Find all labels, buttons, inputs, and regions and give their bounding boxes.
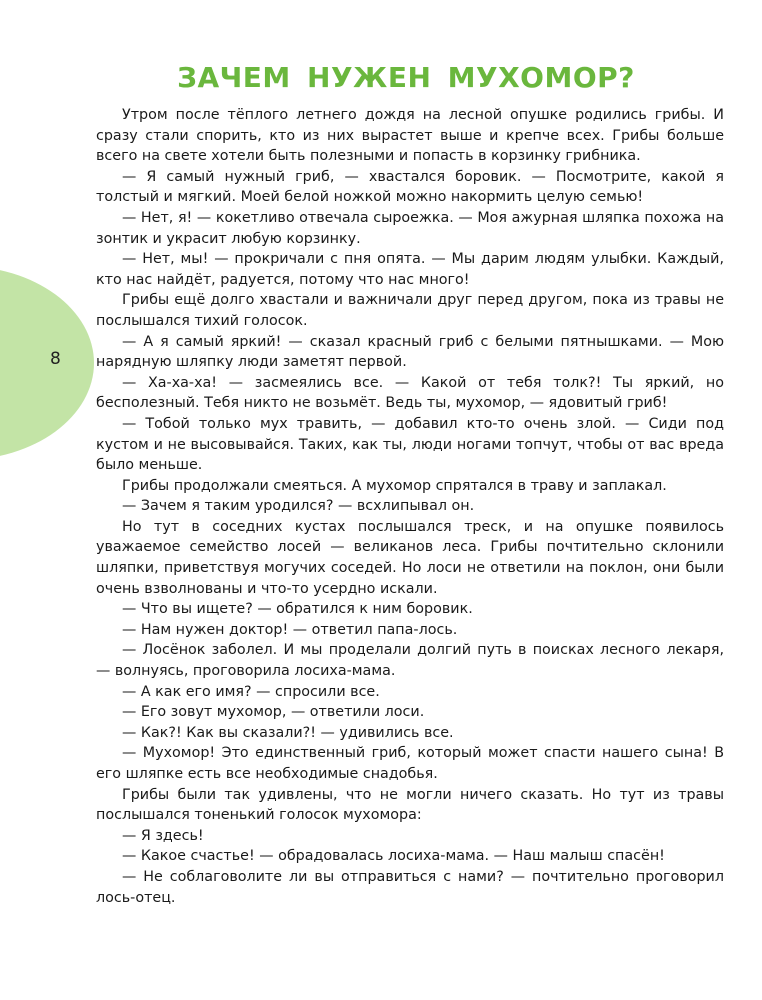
paragraph: — А как его имя? — спросили все.: [122, 683, 380, 700]
paragraph: — Как?! Как вы сказали?! — удивились все.: [122, 724, 454, 741]
paragraph: — Его зовут мухомор, — ответили лоси.: [122, 704, 425, 721]
paragraph: — Лосёнок заболел. И мы проделали долгий путь в поисках лесного лекаря, — волнуясь, проговорила лосиха-мама.: [96, 642, 724, 680]
page-title: ЗАЧЕМ НУЖЕН МУХОМОР?: [177, 61, 635, 94]
paragraph: — Не соблаговолите ли вы отправиться с нами? — почтительно проговорил лось-отец.: [96, 868, 724, 906]
paragraph: Но тут в соседних кустах послышался треск, и на опушке появилось уважаемое семейство лосей — великанов леса. Грибы почтительно склонили шляпки, приветствуя могучих соседей. Но лоси не ответили на поклон, они были очень взволнованы и что-то усердно искали.: [96, 518, 724, 597]
paragraph: — Нам нужен доктор! — ответил папа-лось.: [122, 621, 458, 638]
page-number: 8: [50, 349, 61, 369]
paragraph: — Зачем я таким уродился? — всхлипывал он.: [122, 498, 475, 515]
paragraph: Грибы продолжали смеяться. А мухомор спрятался в траву и заплакал.: [122, 477, 667, 494]
paragraph: — Нет, мы! — прокричали с пня опята. — Мы дарим людям улыбки. Каждый, кто нас найдёт, радуется, потому что нас много!: [96, 251, 724, 288]
paragraph: — Ха-ха-ха! — засмеялись все. — Какой от тебя толк?! Ты яркий, но бесполезный. Тебя никто не возьмёт. Ведь ты, мухомор, — ядовитый гриб!: [96, 374, 724, 412]
paragraph: — Тобой только мух травить, — добавил кто-то очень злой. — Сиди под кустом и не высовывайся. Таких, как ты, люди ногами топчут, чтобы от вас вреда было меньше.: [96, 415, 724, 474]
paragraph: Грибы ещё долго хвастали и важничали друг перед другом, пока из травы не послышался тихий голосок.: [96, 292, 724, 329]
paragraph: Грибы были так удивлены, что не могли ничего сказать. Но тут из травы послышался тоненький голосок мухомора:: [96, 786, 724, 824]
story-text: [96, 105, 724, 908]
paragraph: — Нет, я! — кокетливо отвечала сыроежка. — Моя ажурная шляпка похожа на зонтик и украсит любую корзинку.: [96, 209, 724, 247]
paragraph: — Какое счастье! — обрадовалась лосиха-мама. — Наш малыш спасён!: [122, 848, 665, 865]
paragraph: — А я самый яркий! — сказал красный гриб с белыми пятнышками. — Мою нарядную шляпку люди заметят первой.: [96, 333, 724, 371]
paragraph: Утром после тёплого летнего дождя на лесной опушке родились грибы. И сразу стали спорить, кто из них вырастет выше и крепче всех. Грибы больше всего на свете хотели быть полезными и попасть в корзинку грибника.: [96, 107, 724, 165]
paragraph: — Я самый нужный гриб, — хвастался боровик. — Посмотрите, какой я толстый и мягкий. Моей белой ножкой можно накормить целую семью!: [96, 168, 724, 206]
paragraph: — Что вы ищете? — обратился к ним боровик.: [122, 601, 473, 618]
paragraph: — Я здесь!: [122, 827, 204, 844]
paragraph: — Мухомор! Это единственный гриб, который может спасти нашего сына! В его шляпке есть все необходимые снадобья.: [96, 745, 724, 782]
